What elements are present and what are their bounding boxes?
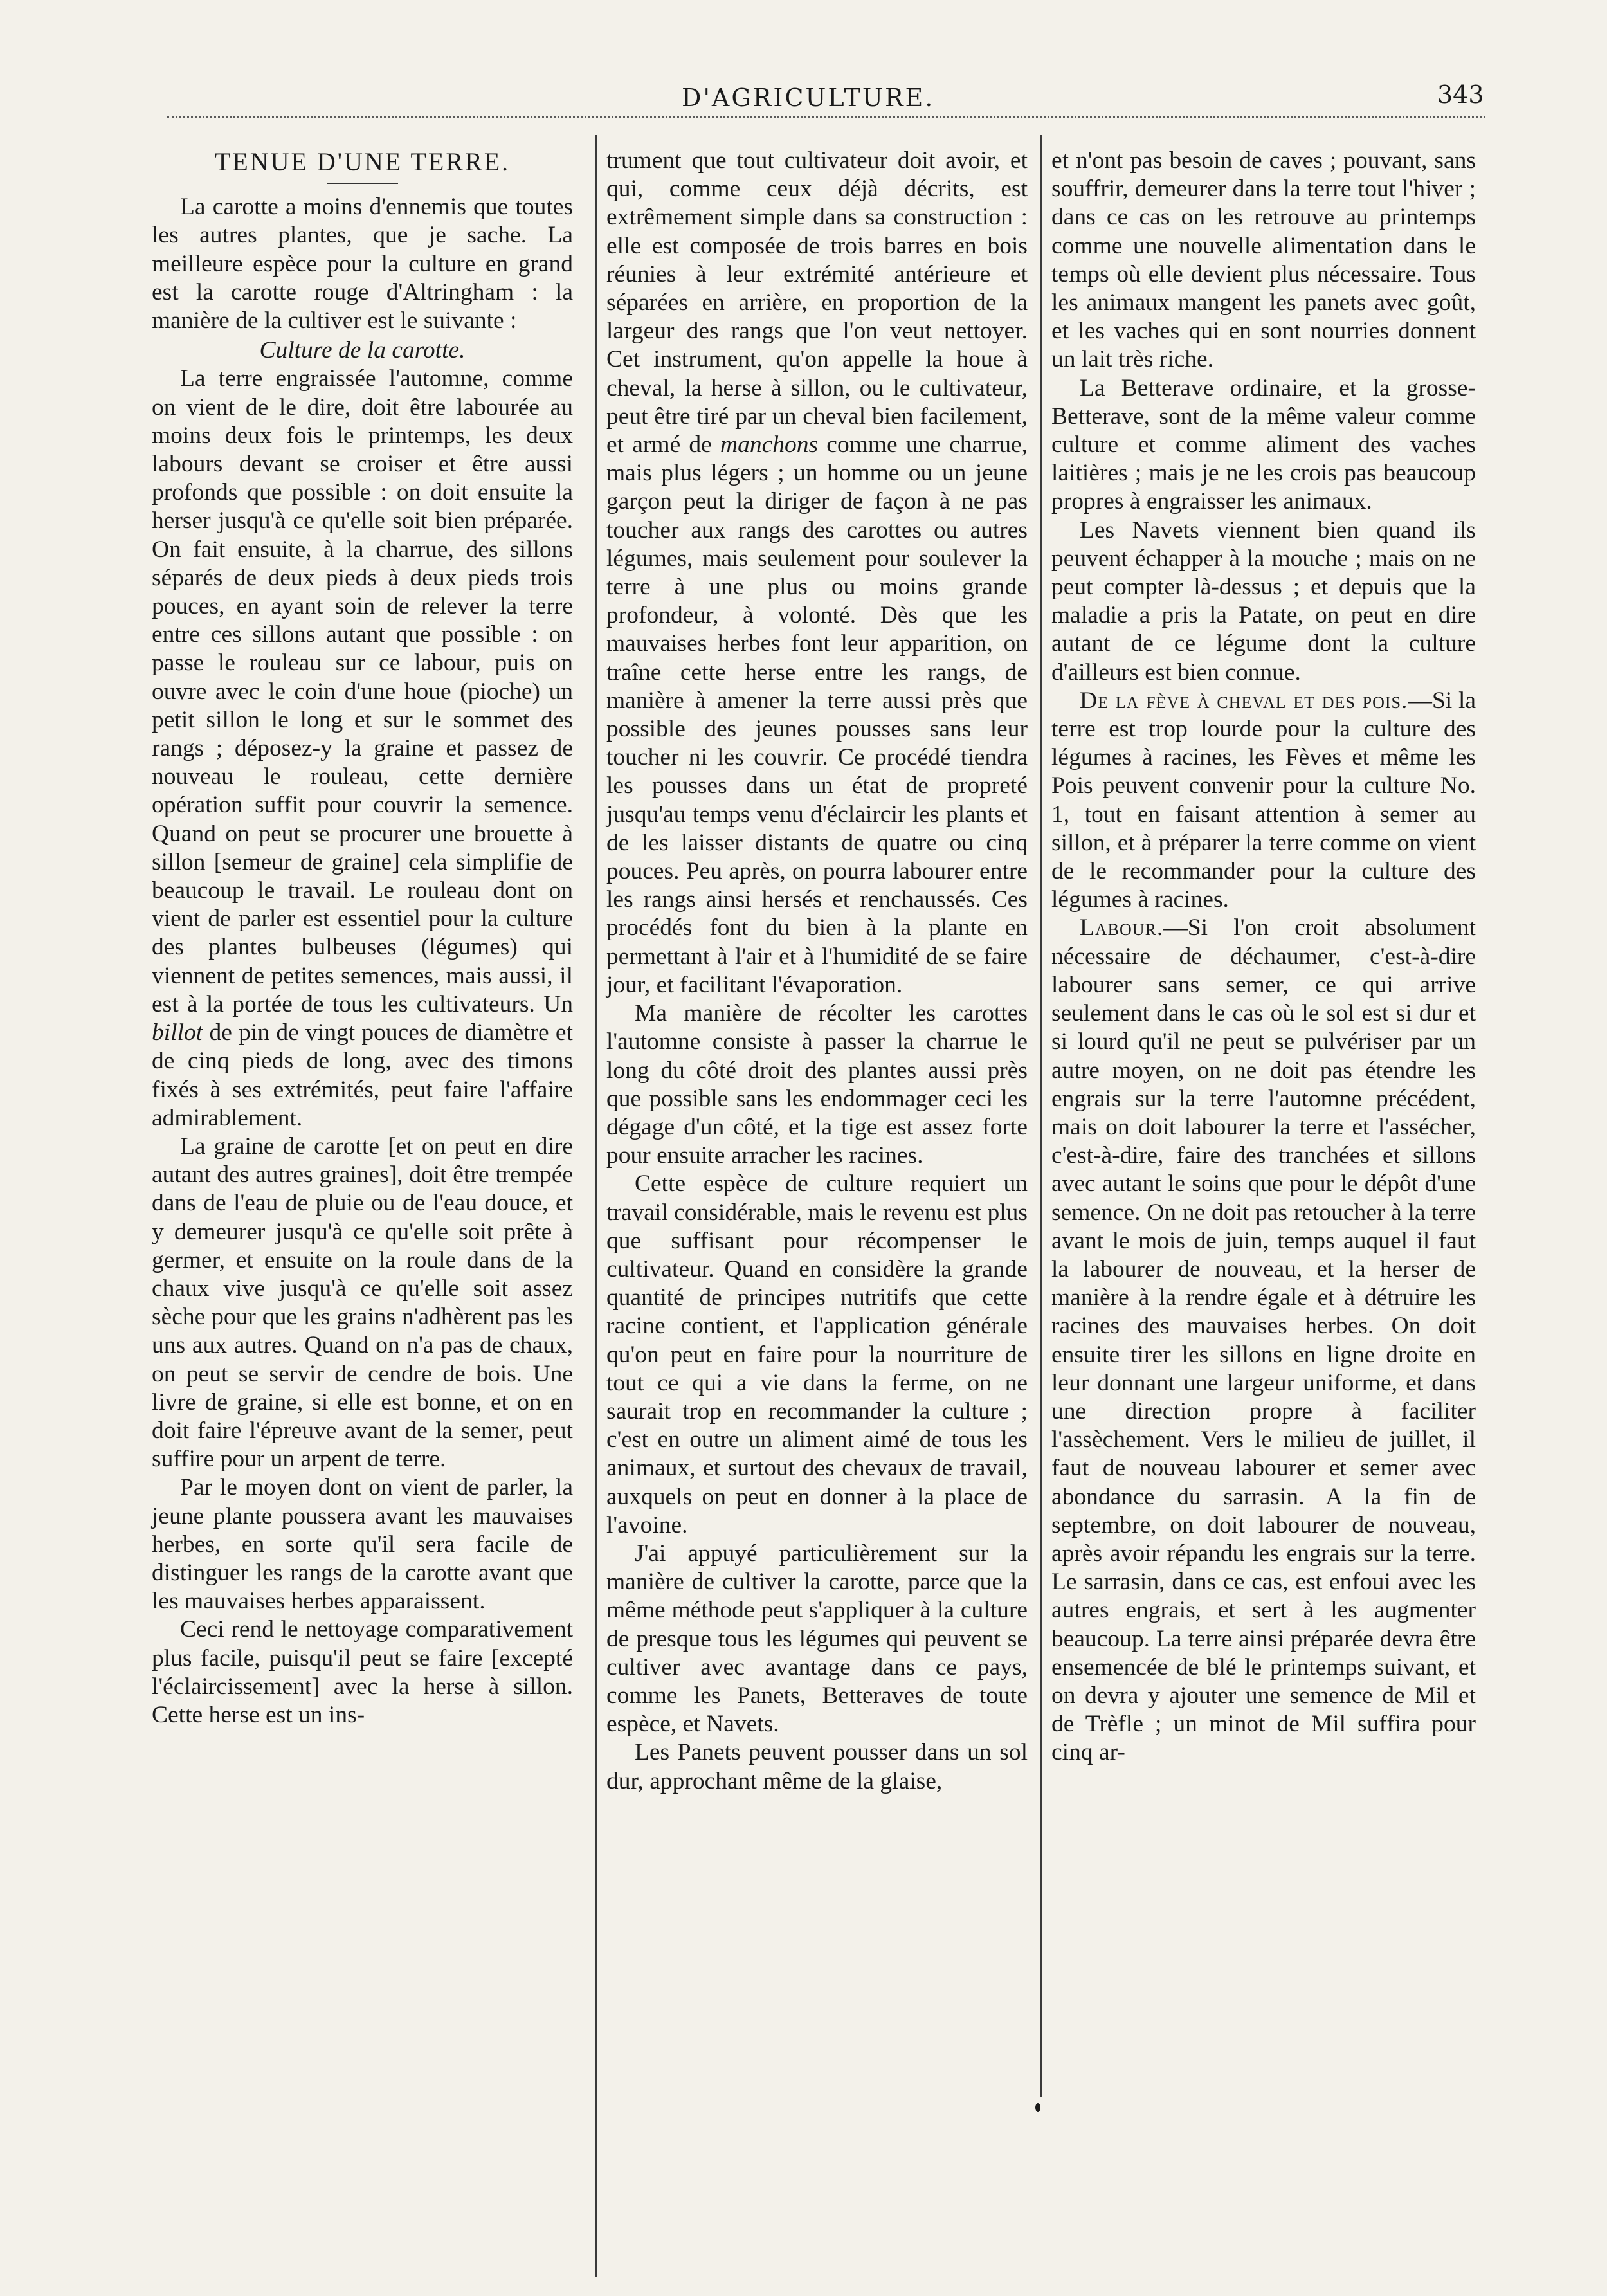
paragraph <box>1051 687 1476 915</box>
italic-term: billot <box>152 1019 203 1046</box>
running-title: D'AGRICULTURE. <box>682 84 935 112</box>
heading-rule <box>327 183 398 184</box>
run-in-heading: Labour. <box>1080 915 1164 942</box>
paragraph: Ma manière de récolter les carottes l'automne consiste à passer la charrue le long du côté droit des plantes aussi près que possible sans les endommager ceci les dégage d'un côté, et la tige est assez forte pour ensuite arracher les racines. <box>606 1000 1028 1169</box>
paragraph: Par le moyen dont on vient de parler, la jeune plante poussera avant les mauvaises herbes, en sorte qu'il sera facile de distinguer les rangs de la carotte avant que les mauvaises herbes apparaissent. <box>152 1474 573 1615</box>
paragraph-text: —Si la terre est trop lourde pour la culture des légumes à racines, les Fèves et même les Pois peuvent convenir pour la culture No. 1, tout en faisant attention à semer au sillon, et à préparer la terre comme on vient de le recommander pour la culture des légumes à racines. <box>1051 687 1476 913</box>
paragraph: Cette espèce de culture requiert un travail considérable, mais le revenu est plus que suffisant pour récompenser le cultivateur. Quand en considère la grande quantité de principes nutritifs que cette racine contient, et l'application générale qu'on peut en faire pour la nourriture de tout ce qui a vie dans la ferme, on ne saurait trop en recommander la culture ; c'est en outre un aliment aimé de tous les animaux, et surtout des chevaux de travail, auxquels on peut en donner à la place de l'avoine. <box>606 1171 1028 1538</box>
column-divider-2 <box>1040 135 1042 2097</box>
paragraph <box>1051 914 1476 1767</box>
paragraph: Ceci rend le nettoyage comparativement plus facile, puisqu'il peut se faire [excepté l'éclaircissement] avec la herse à sillon. Cette herse est un ins- <box>152 1616 573 1728</box>
paragraph-text: La terre engraissée l'automne, comme on vient de le dire, doit être labourée au moins deux fois le printemps, les deux labours devant se croiser et être aussi profonds que possible : on doit ensuite la herser jusqu'à ce qu'elle soit bien préparée. On fait ensuite, à la charrue, des sillons séparés de deux pieds à deux pieds trois pouces, en ayant soin de relever la terre entre ces sillons autant que possible : on passe le rouleau sur ce labour, puis on ouvre avec le coin d'une houe (pioche) un petit sillon le long et sur le sommet des rangs ; déposez-y la graine et passez de nouveau le rouleau, cette dernière opération suffit pour couvrir la semence. Quand on peut se procurer une brouette à sillon [semeur de graine] cela simplifie de beaucoup le travail. Le rouleau dont on vient de parler est essentiel pour la culture des plantes bulbeuses (légumes) qui viennent de petites semences, mais aussi, il est à la portée de tous les cultivateurs. Un <box>152 365 573 1017</box>
paragraph-text: comme une charrue, mais plus légers ; un homme ou un jeune garçon peut la diriger de façon à ne pas toucher aux rangs des carottes ou autres légumes, mais seulement pour soulever la terre à une plus ou moins grande profondeur, à volonté. Dès que les mauvaises herbes font leur apparition, on traîne cette herse entre les rangs, de manière à amener la terre aussi près que possible des jeunes pousses sans leur toucher ni les couvrir. Ce procédé tiendra les pousses dans un état de propreté jusqu'au temps venu d'éclaircir les plants et de les laisser distants de quatre ou cinq pouces. Peu après, on pourra labourer entre les rangs ainsi hersés et renchaussés. Ces procédés font du bien à la plante en permettant à l'air et à l'humidité de se faire jour, et facilitant l'évaporation. <box>606 432 1028 998</box>
section-heading: TENUE D'UNE TERRE. <box>214 147 511 176</box>
paragraph-text: —Si l'on croit absolument nécessaire de déchaumer, c'est-à-dire labourer sans semer, ce qui arrive seulement dans le cas où le sol est si dur et si lourd qu'il ne peut se pulvériser par un autre moyen, on ne doit pas étendre les engrais sur la terre l'automne précédent, mais on doit labourer la terre et l'assécher, c'est-à-dire, faire des tranchées et sillons avec autant le soins que pour le dépôt d'une semence. On ne doit pas retoucher à la terre avant le mois de juin, temps auquel il faut la labourer de nouveau, et la herser de manière à la rendre égale et à détruire les racines des mauvaises herbes. On doit ensuite tirer les sillons en ligne droite en leur donnant une largeur uniforme, et dans une direction propre à faciliter l'assèchement. Vers le milieu de juillet, il faut de nouveau labourer et semer avec abondance du sarrasin. A la fin de septembre, on doit labourer de nouveau, après avoir répandu les engrais sur la terre. Le sarrasin, dans ce cas, est enfoui avec les autres engrais, et sert à les augmenter beaucoup. La terre ainsi préparée devra être ensemencée de blé le printemps suivant, et on devra y ajouter une semence de Mil et de Trèfle ; un minot de Mil suffira pour cinq ar- <box>1051 915 1476 1766</box>
paragraph: La carotte a moins d'ennemis que toutes les autres plantes, que je sache. La meilleure espèce pour la culture en grand est la carotte rouge d'Altringham : la manière de la cultiver est le suivante : <box>152 194 573 334</box>
subheading: Culture de la carotte. <box>259 337 466 364</box>
italic-term: manchons <box>720 432 819 459</box>
paragraph: Les Panets peuvent pousser dans un sol dur, approchant même de la glaise, <box>606 1739 1028 1794</box>
column-1 <box>152 147 573 1729</box>
column-2 <box>606 147 1028 1796</box>
paragraph: La Betterave ordinaire, et la grosse-Betterave, sont de la même valeur comme culture et comme aliment des vaches laitières ; mais je ne les crois pas beaucoup propres à engraisser les animaux. <box>1051 374 1476 515</box>
paragraph: La graine de carotte [et on peut en dire autant des autres graines], doit être trempée dans de l'eau de pluie ou de l'eau douce, et y demeurer jusqu'à ce qu'elle soit prête à germer, et ensuite on la roule dans de la chaux vive jusqu'à ce qu'elle soit assez sèche pour que les grains n'adhèrent pas les uns aux autres. Quand on n'a pas de chaux, on peut se servir de cendre de bois. Une livre de graine, si elle est bonne, et on en doit faire l'épreuve avant de la semer, peut suffire pour un arpent de terre. <box>152 1133 573 1473</box>
column-3 <box>1051 147 1476 1767</box>
paragraph <box>152 365 573 1132</box>
paragraph: J'ai appuyé particulièrement sur la manière de cultiver la carotte, parce que la même méthode peut s'appliquer à la culture de presque tous les légumes qui peuvent se cultiver avec avantage dans ce pays, comme les Panets, Betteraves de toute espèce, et Navets. <box>606 1540 1028 1738</box>
paragraph: Les Navets viennent bien quand ils peuvent échapper à la mouche ; mais on ne peut compter là-dessus ; et depuis que la maladie a pris la Patate, on peut en dire autant de ce légume dont la culture d'ailleurs est bien connue. <box>1051 516 1476 686</box>
column-end-mark <box>1035 2103 1040 2112</box>
paragraph-text: trument que tout cultivateur doit avoir, et qui, comme ceux déjà décrits, est extrêmement simple dans sa construction : elle est composée de trois barres en bois réunies à leur extrémité antérieure et séparées en arrière, en proportion de la largeur des rangs que l'on veut nettoyer. Cet instrument, qu'on appelle la houe à cheval, la herse à sillon, ou le cultivateur, peut être tiré par un cheval bien facilement, et armé de <box>606 147 1028 459</box>
header-rule <box>167 116 1485 118</box>
paragraph: et n'ont pas besoin de caves ; pouvant, sans souffrir, demeurer dans la terre tout l'hiver ; dans ce cas on les retrouve au printemps comme une nouvelle alimentation dans le temps où elle devient plus nécessaire. Tous les animaux mangent les panets avec goût, et les vaches qui en sont nourries donnent un lait très riche. <box>1051 147 1476 373</box>
run-in-heading: De la fève à cheval et des pois. <box>1080 687 1408 714</box>
column-divider-1 <box>595 135 597 2277</box>
paragraph-text: de pin de vingt pouces de diamètre et de cinq pieds de long, avec des timons fixés à ses extrémités, peut faire l'affaire admirablement. <box>152 1019 573 1131</box>
page-number: 343 <box>1437 80 1484 109</box>
paragraph <box>606 147 1028 999</box>
